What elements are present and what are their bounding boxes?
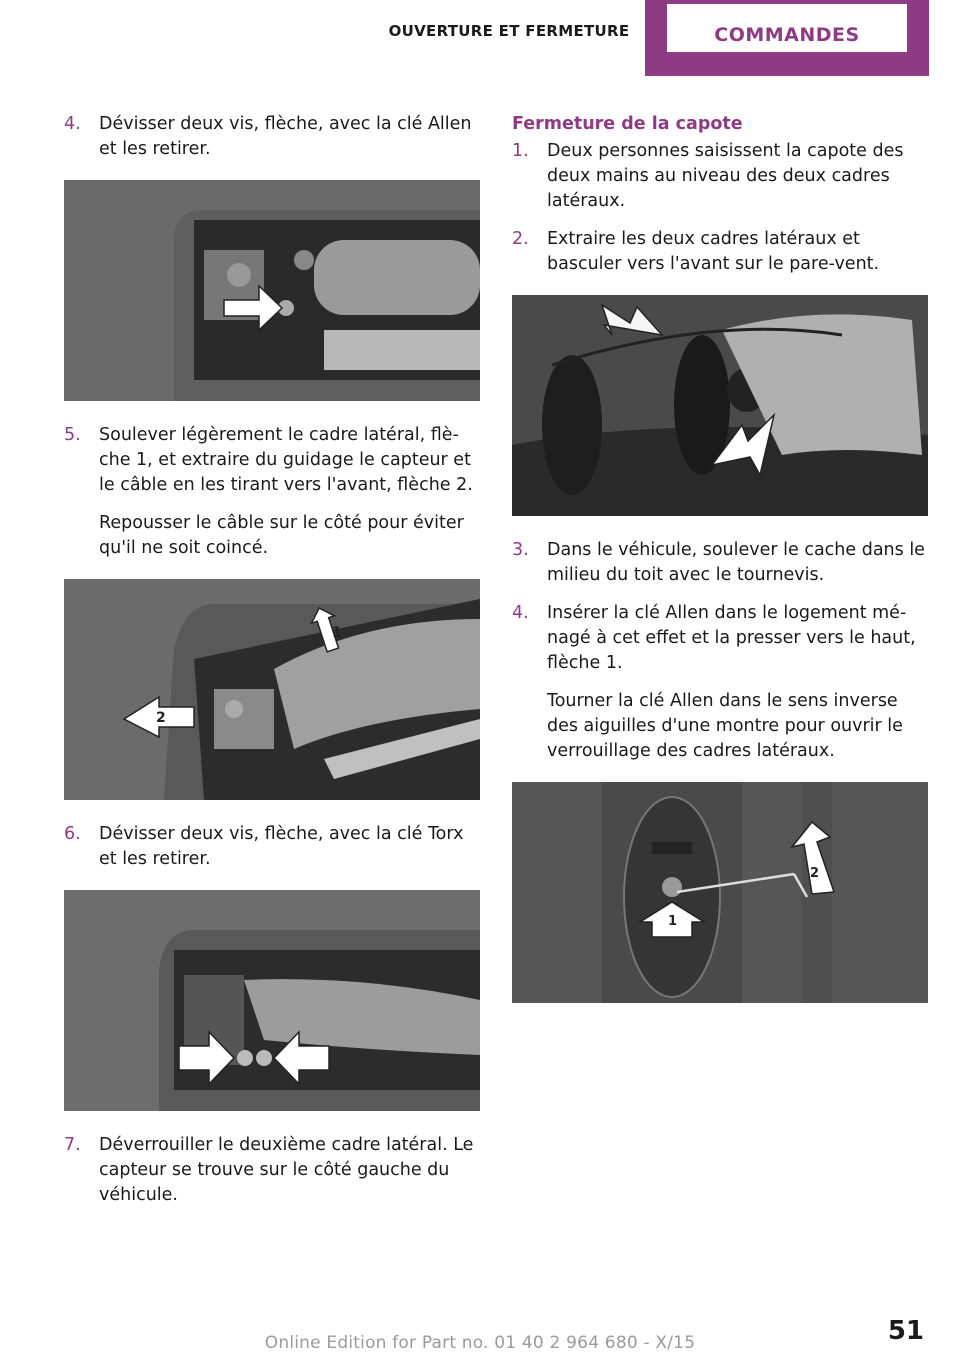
step-text: Déverrouiller le deuxième cadre latéral. Le capteur se trouve sur le côté gauche du véhicule. — [99, 1135, 474, 1205]
step-number: 5. — [64, 425, 81, 445]
step-text: Dévisser deux vis, flèche, avec la clé Torx et les retirer. — [99, 824, 464, 869]
step-4-left — [64, 112, 480, 162]
step-5-left — [64, 423, 480, 561]
step-2-right — [512, 227, 928, 277]
figure-torx-screws — [64, 890, 480, 1111]
step-4-right — [512, 601, 928, 764]
arrow-label-2: 2 — [156, 710, 166, 726]
step-number: 2. — [512, 229, 529, 249]
step-number: 7. — [64, 1135, 81, 1155]
step-1-right — [512, 139, 928, 214]
section-heading: Fermeture de la capote — [512, 114, 743, 134]
figure-convertible-roof — [512, 295, 928, 516]
section-title: OUVERTURE ET FERMETURE — [388, 22, 630, 40]
left-column — [64, 112, 480, 1221]
arrow-label-1: 1 — [332, 625, 342, 641]
step-number: 3. — [512, 540, 529, 560]
figure-allen-key-lock — [512, 782, 928, 1003]
step-number: 4. — [512, 603, 529, 623]
step-7-left — [64, 1133, 480, 1208]
arrow-label-1: 1 — [668, 914, 678, 929]
step-text-2: Tourner la clé Allen dans le sens inverse des aiguilles d'une montre pour ouvrir le verrouillage des cadres latéraux. — [547, 691, 903, 761]
chapter-tab — [645, 0, 929, 76]
step-text-2: Repousser le câble sur le côté pour éviter qu'il ne soit coincé. — [99, 513, 464, 558]
step-text: Dans le véhicule, soulever le cache dans le milieu du toit avec le tournevis. — [547, 540, 925, 585]
step-number: 1. — [512, 141, 529, 161]
step-3-right — [512, 538, 928, 588]
chapter-tab-label: COMMANDES — [714, 24, 860, 46]
page-number: 51 — [887, 1316, 924, 1346]
step-6-left — [64, 822, 480, 872]
figure-sensor-cable — [64, 579, 480, 800]
figure-allen-screws — [64, 180, 480, 401]
step-text: Soulever légèrement le cadre latéral, flèche 1, et extraire du guidage le capteur et le câble en les tirant vers l'avant, flèche 2. — [99, 425, 473, 495]
step-text: Deux personnes saisissent la capote des deux mains au niveau des deux cadres latéraux. — [547, 141, 904, 211]
step-number: 4. — [64, 114, 81, 134]
edition-footer: Online Edition for Part no. 01 40 2 964 680 - X/15 — [264, 1333, 696, 1353]
step-text: Insérer la clé Allen dans le logement ménagé à cet effet et la presser vers le haut, flèche 1. — [547, 603, 916, 673]
arrow-label-2: 2 — [810, 866, 820, 881]
step-number: 6. — [64, 824, 81, 844]
right-column — [512, 112, 928, 1025]
step-text: Dévisser deux vis, flèche, avec la clé Allen et les retirer. — [99, 114, 472, 159]
step-text: Extraire les deux cadres latéraux et basculer vers l'avant sur le pare-vent. — [547, 229, 880, 274]
